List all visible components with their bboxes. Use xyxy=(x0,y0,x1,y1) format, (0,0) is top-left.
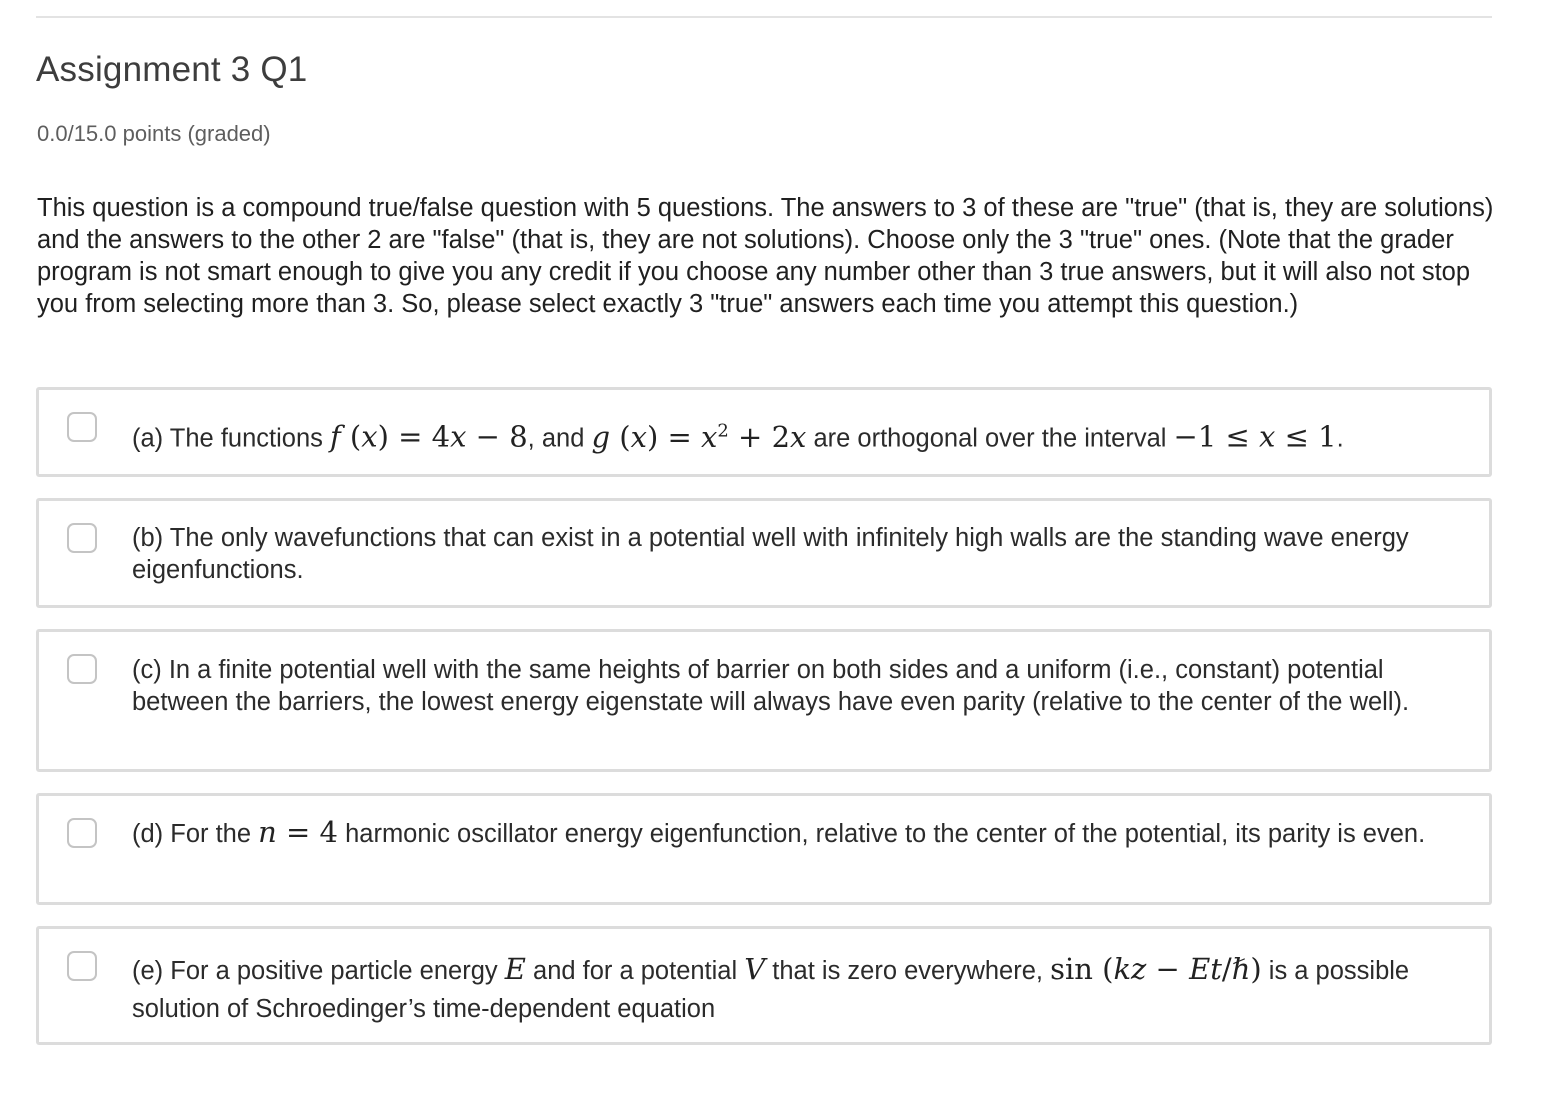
choice-e-math-E: E xyxy=(504,952,526,986)
choice-b-checkbox[interactable] xyxy=(67,523,97,553)
choice-d-checkbox[interactable] xyxy=(67,818,97,848)
choice-e-math-sin: sin (kz − Et/ℏ) xyxy=(1050,952,1262,986)
choice-d[interactable] xyxy=(36,793,1492,905)
choice-c-label: (c) In a finite potential well with the same heights of barrier on both sides and a uniform (i.e., constant) potential between the barriers, the lowest energy eigenstate will always have even parity (relative to the center of the well). xyxy=(132,656,1410,716)
choice-b[interactable] xyxy=(36,498,1492,608)
choice-c[interactable] xyxy=(36,629,1492,772)
choice-c-checkbox[interactable] xyxy=(67,654,97,684)
choice-a[interactable] xyxy=(36,387,1492,477)
choice-e-math-V: V xyxy=(744,952,766,986)
choice-e-label: (e) For a positive particle energy E and for a potential V that is zero everywhere, sin (kz − Et/ℏ) is a possible solution of Schroedinger’s time-dependent equation xyxy=(132,952,1410,1023)
top-divider xyxy=(36,16,1492,18)
choice-a-math-f: f (x) = 4x − 8 xyxy=(329,419,528,454)
choice-d-math-n: n = 4 xyxy=(258,815,338,849)
choice-a-label: (a) The functions f (x) = 4x − 8, and g $(x) = x^2 + 2x$ are orthogonal over the interval −1 ≤ x ≤ 1. xyxy=(132,419,1344,454)
choice-b-label: (b) The only wavefunctions that can exist in a potential well with infinitely high walls are the standing wave energy eigenfunctions. xyxy=(132,524,1409,584)
problem-title: Assignment 3 Q1 xyxy=(36,50,308,89)
points-status: 0.0/15.0 points (graded) xyxy=(37,121,271,146)
choice-a-math-interval: −1 ≤ x ≤ 1 xyxy=(1173,419,1337,454)
choice-a-math-g: g $(x) = x^2 + 2x$ xyxy=(591,419,807,454)
choice-list xyxy=(36,387,1492,1066)
choice-a-checkbox[interactable] xyxy=(67,412,97,442)
question-prompt: This question is a compound true/false question with 5 questions. The answers to 3 of these are "true" (that is, they are solutions) and the answers to the other 2 are "false" (that is, they are not solutions). Choose only the 3 "true" ones. (Note that the grader program is not smart enough to give you any credit if you choose any number other than 3 true answers, but it will also not stop you from selecting more than 3. So, please select exactly 3 "true" answers each time you attempt this question.) xyxy=(37,194,1494,318)
choice-e[interactable] xyxy=(36,926,1492,1045)
choice-d-label: (d) For the n = 4 harmonic oscillator energy eigenfunction, relative to the center of the potential, its parity is even. xyxy=(132,815,1426,849)
choice-e-checkbox[interactable] xyxy=(67,951,97,981)
